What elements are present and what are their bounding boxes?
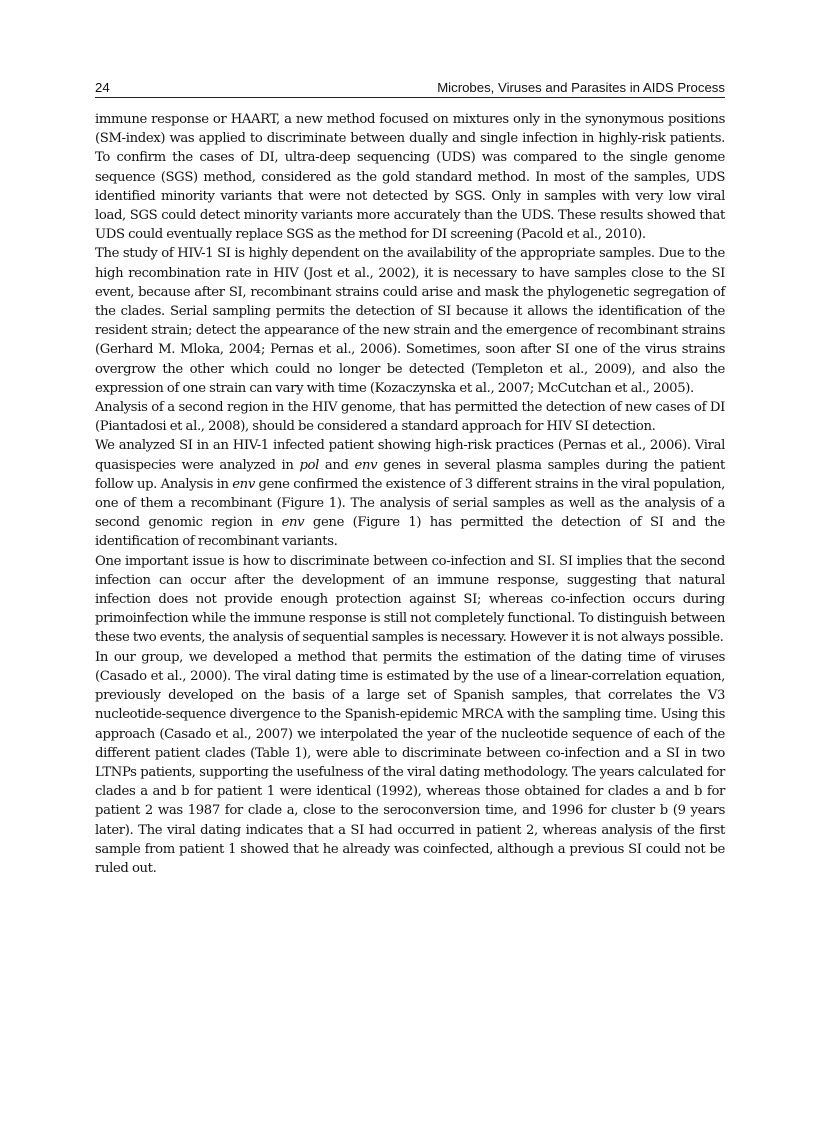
paragraph-3: Analysis of a second region in the HIV genome, that has permitted the detection of new cases of DI (Piantadosi et al., 2008), should be considered a standard approach for HIV SI detection. [95,400,725,435]
paragraph-4 [95,436,725,551]
paragraph-1: immune response or HAART, a new method focused on mixtures only in the synonymous positions (SM-index) was applied to discriminate between dually and single infection in highly-risk patients. To confirm the cases of DI, ultra-deep sequencing (UDS) was compared to the single genome sequence (SGS) method, considered as the gold standard method. In most of the samples, UDS identified minority variants that were not detected by SGS. Only in samples with very low viral load, SGS could detect minority variants more accurately than the UDS. These results showed that UDS could eventually replace SGS as the method for DI screening (Pacold et al., 2010). [95,112,725,243]
gene-name-env: env [354,457,378,473]
paragraph-2: The study of HIV-1 SI is highly dependent on the availability of the appropriate samples. Due to the high recombination rate in HIV (Jost et al., 2002), it is necessary to have samples close to the SI event, because after SI, recombinant strains could arise and mask the phylogenetic segregation of the clades. Serial sampling permits the detection of SI because it allows the identification of the resident strain; detect the appearance of the new strain and the emergence of recombinant strains (Gerhard M. Mloka, 2004; Pernas et al., 2006). Sometimes, soon after SI one of the virus strains overgrow the other which could no longer be detected (Templeton et al., 2009), and also the expression of one strain can vary with time (Kozaczynska et al., 2007; McCutchan et al., 2005). [95,246,725,396]
paragraph-4-text-3: genes in several plasma samples during the patient follow up. Analysis in [95,457,725,492]
gene-name-pol: pol [299,457,319,473]
paragraph-5: One important issue is how to discriminate between co-infection and SI. SI implies that the second infection can occur after the development of an immune response, suggesting that natural infection does not provide enough protection against SI; whereas co-infection occurs during primoinfection while the immune response is still not completely functional. To distinguish between these two events, the analysis of sequential samples is necessary. However it is not always possible. [95,553,725,646]
running-title: Microbes, Viruses and Parasites in AIDS Process [437,80,725,95]
gene-name-env: env [232,476,255,492]
document-page [95,78,725,878]
running-header [95,78,725,98]
page-number: 24 [95,80,110,95]
paragraph-4-text-5: gene (Figure 1) has permitted the detection of SI and the identification of recombinant variants. [95,515,726,550]
paragraph-4-text-4: gene confirmed the existence of 3 different strains in the viral population, one of them a recombinant (Figure 1). The analysis of serial samples as well as the analysis of a second genomic region in [95,476,725,531]
gene-name-env: env [281,515,305,531]
paragraph-4-text-2: and [319,457,355,473]
paragraph-6: In our group, we developed a method that permits the estimation of the dating time of viruses (Casado et al., 2000). The viral dating time is estimated by the use of a linear-correlation equation, previously developed on the basis of a large set of Spanish samples, that correlates the V3 nucleotide-sequence divergence to the Spanish-epidemic MRCA with the sampling time. Using this approach (Casado et al., 2007) we interpolated the year of the nucleotide sequence of each of the different patient clades (Table 1), were able to discriminate between co-infection and a SI in two LTNPs patients, supporting the usefulness of the viral dating methodology. The years calculated for clades a and b for patient 1 were identical (1992), whereas those obtained for clades a and b for patient 2 was 1987 for clade a, close to the seroconversion time, and 1996 for cluster b (9 years later). The viral dating indicates that a SI had occurred in patient 2, whereas analysis of the first sample from patient 1 showed that he already was coinfected, although a previous SI could not be ruled out. [95,649,725,876]
paragraph-4-text-1: We analyzed SI in an HIV-1 infected patient showing high-risk practices (Pernas et al., 2006). Viral quasispecies were analyzed in [95,438,725,473]
body-text [95,110,725,878]
